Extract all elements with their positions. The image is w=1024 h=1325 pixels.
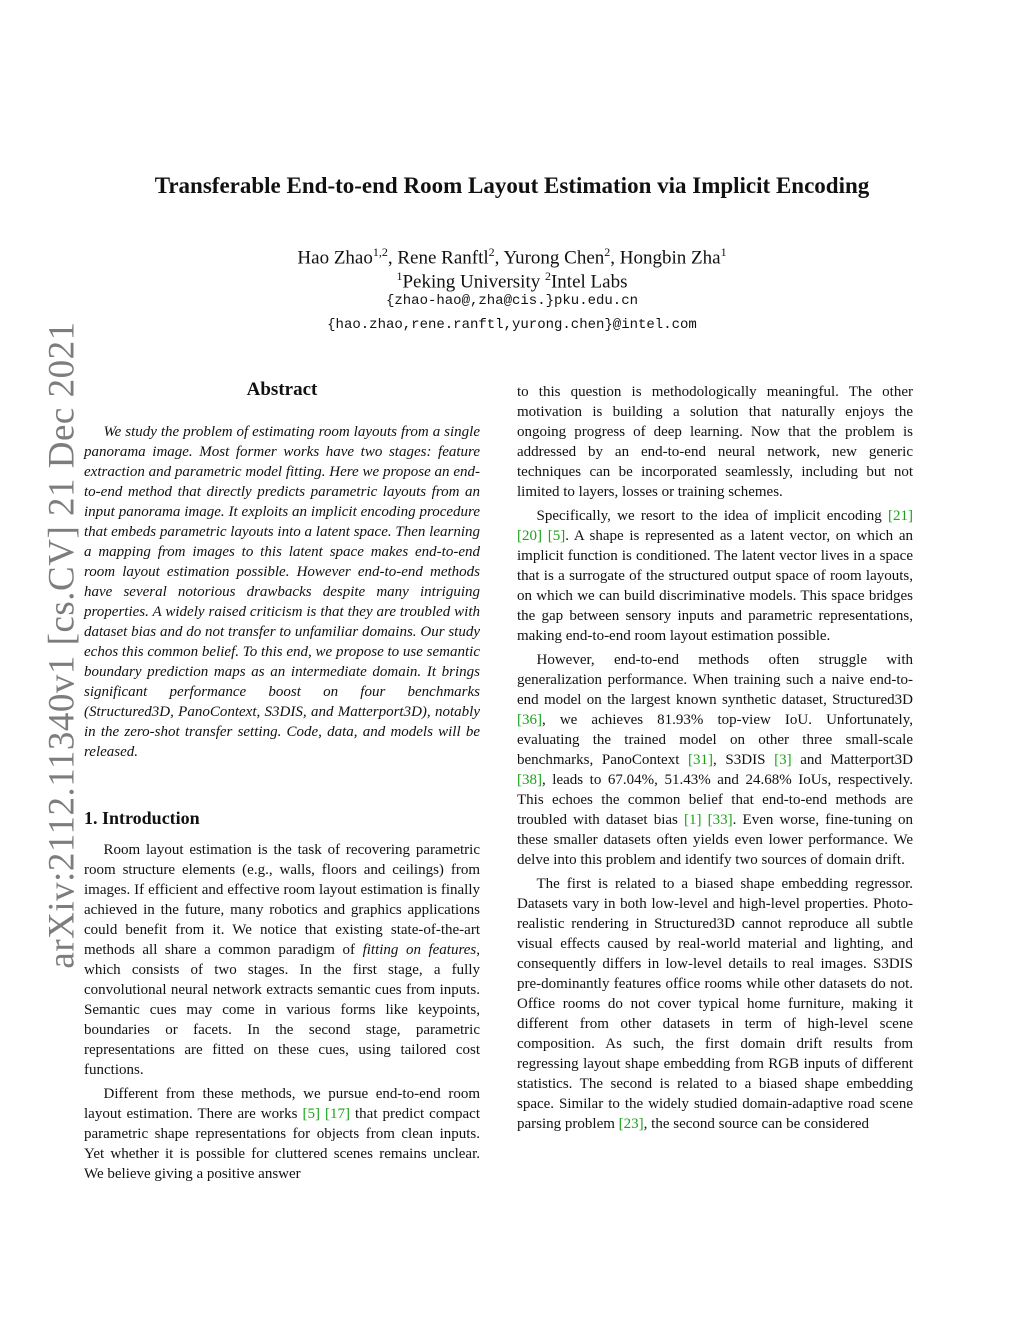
citation-link[interactable]: [38]: [517, 772, 542, 788]
citation-link[interactable]: [20]: [517, 528, 542, 544]
paper-title: Transferable End-to-end Room Layout Estimation via Implicit Encoding: [154, 173, 870, 198]
intro-paragraph: Room layout estimation is the task of recovering parametric room structure elements (e.g., walls, floors and ceilings) from images. If efficient and effective room layout estimation is finally achieved in the future, many robotics and graphics applications could benefit from it. We notice that existing state-of-the-art methods all share a common paradigm of fitting on features, which consists of two stages. In the first stage, a fully convolutional neural network extracts semantic cues from inputs. Semantic cues may come in various forms like keypoints, boundaries or facets. In the second stage, parametric representations are fitted on these cues, using tailored cost functions.: [84, 842, 481, 1078]
abstract-text: We study the problem of estimating room layouts from a single panorama image. Most former works have two stages: feature extraction and parametric model fitting. Here we propose an end-to-end method that directly predicts parametric layouts from an input panorama image. It exploits an implicit encoding procedure that embeds parametric layouts into a latent space. Then learning a mapping from images to this latent space makes end-to-end room layout estimation possible. However end-to-end methods have several notorious drawbacks despite many intriguing properties. A widely raised criticism is that they are troubled with dataset bias and do not transfer to unfamiliar domains. Our study echos this common belief. To this end, we propose to use semantic boundary prediction maps as an intermediate domain. It brings significant performance boost on four benchmarks (Structured3D, PanoContext, S3DIS, and Matterport3D), notably in the zero-shot transfer setting. Code, data, and models will be released.: [84, 424, 480, 760]
author-affiliation-mark: 1: [720, 245, 727, 259]
affiliation-name: Peking University: [402, 271, 541, 293]
author-affiliation-mark: 2: [488, 245, 495, 259]
citation-link[interactable]: [21]: [888, 508, 913, 524]
email-line: {zhao-hao@,zha@cis.}pku.edu.cn: [385, 293, 639, 309]
citation-link[interactable]: [23]: [618, 1116, 644, 1132]
right-column: [517, 382, 913, 1138]
body-paragraph: to this question is methodologically meaningful. The other motivation is building a solution that naturally enjoys the ongoing progress of deep learning. Now that the problem is addressed by an end-to-end neural network, new generic techniques can be incorporated seamlessly, including but not limited to layers, losses or training schemes.: [517, 384, 913, 500]
abstract-heading: Abstract: [246, 379, 318, 400]
left-column: [84, 378, 480, 1188]
arxiv-stamp: arXiv:2112.11340v1 [cs.CV] 21 Dec 2021: [41, 321, 83, 969]
citation-link[interactable]: [17]: [325, 1106, 350, 1122]
author-affiliation-mark: 2: [604, 245, 611, 259]
citation-link[interactable]: [33]: [707, 812, 733, 828]
citation-link[interactable]: [36]: [517, 712, 542, 728]
author-name: Yurong Chen: [503, 247, 605, 269]
affiliation-name: Intel Labs: [550, 271, 628, 293]
author-list: Hao Zhao$^{1,2}$, Rene Ranftl$^2$, Yurong Chen$^2$, Hongbin Zha$^1$: [297, 245, 727, 269]
emphasis: fitting on features: [362, 942, 477, 958]
citation-link[interactable]: [1]: [684, 812, 702, 828]
citation-link[interactable]: [5]: [547, 528, 566, 544]
citation-link[interactable]: [3]: [774, 752, 792, 768]
body-paragraph: The first is related to a biased shape embedding regressor. Datasets vary in both low-level and high-level properties. Photo-realistic rendering in Structured3D cannot reproduce all subtle visual effects caused by real-world material and lighting, and consequently differs in low-level details to real images. S3DIS pre-dominantly features office rooms while other datasets do not. Office rooms do not cover typical home furniture, making it different from other datasets in term of high-level scene composition. As such, the first domain drift results from regressing layout shape embedding from RGB inputs of different statistics. The second is related to a biased shape embedding space. Similar to the widely studied domain-adaptive road scene parsing problem [23], the second source can be considered: [517, 876, 913, 1132]
affiliation-list: $^1$Peking University $^2$Intel Labs: [396, 269, 628, 293]
email-line: {hao.zhao,rene.ranftl,yurong.chen}@intel.com: [327, 317, 697, 333]
citation-link[interactable]: [5]: [302, 1106, 320, 1122]
author-name: Hongbin Zha: [619, 247, 721, 269]
citation-link[interactable]: [31]: [688, 752, 714, 768]
body-paragraph: However, end-to-end methods often struggle with generalization performance. When training such a naive end-to-end model on the largest known synthetic dataset, Structured3D [36], we achieves 81.93% top-view IoU. Unfortunately, evaluating the trained model on other three small-scale benchmarks, PanoContext [31], S3DIS [3] and Matterport3D [38], leads to 67.04%, 51.43% and 24.68% IoUs, respectively. This echoes the common belief that end-to-end methods are troubled with dataset bias [1] [33]. Even worse, fine-tuning on these smaller datasets often yields even lower performance. We delve into this problem and identify two sources of domain drift.: [517, 652, 914, 868]
section-heading-introduction: 1. Introduction: [84, 808, 200, 828]
author-name: Hao Zhao: [297, 247, 373, 269]
intro-paragraph: Different from these methods, we pursue end-to-end room layout estimation. There are works [5] [17] that predict compact parametric shape representations for objects from clean inputs. Yet whether it is possible for cluttered scenes remains unclear. We believe giving a positive answer: [84, 1086, 480, 1182]
author-affiliation-mark: 1,2: [372, 245, 388, 259]
body-paragraph: Specifically, we resort to the idea of implicit encoding [21] [20] [5]. A shape is represented as a latent vector, on which an implicit function is conditioned. The latent vector lives in a space that is a surrogate of the structured output space of room layouts, on which we can build discriminative models. This space bridges the gap between sensory inputs and parametric representations, making end-to-end room layout estimation possible.: [517, 508, 914, 644]
author-name: Rene Ranftl: [397, 247, 489, 269]
